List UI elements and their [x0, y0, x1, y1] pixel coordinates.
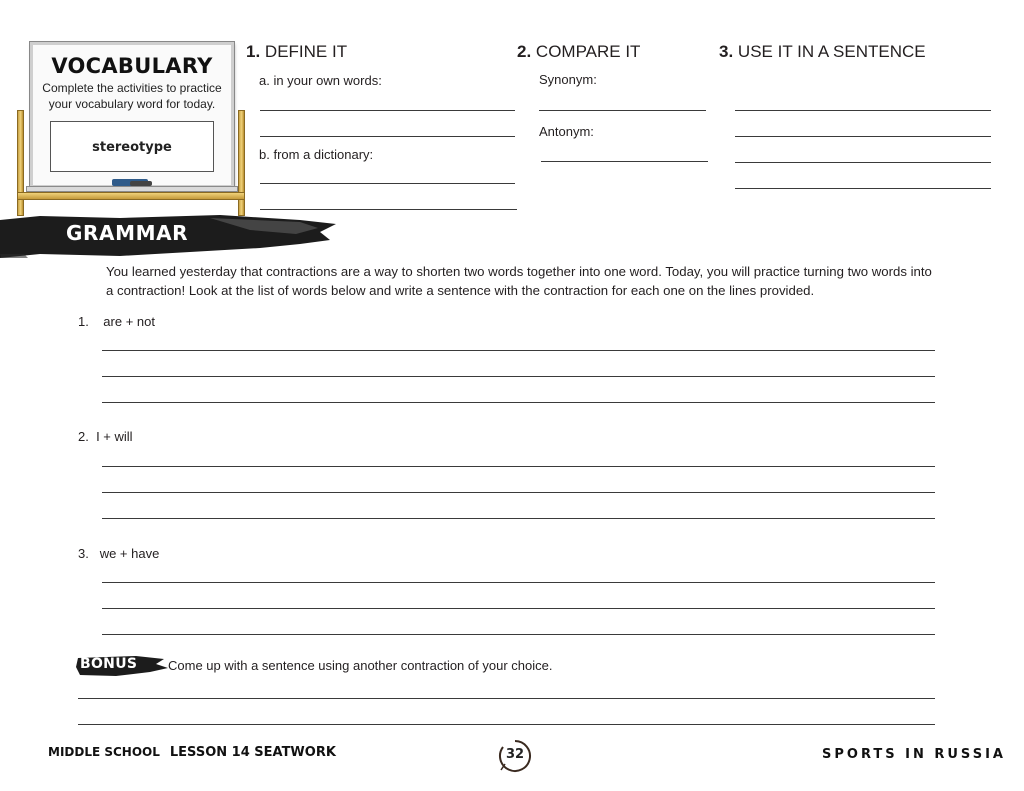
item-2-line-1[interactable]: [102, 466, 935, 467]
define-heading-text: DEFINE IT: [264, 42, 348, 61]
grammar-item-2-number: 2.: [78, 429, 89, 444]
grammar-item-1-number: 1.: [78, 314, 89, 329]
define-dictionary-line-1[interactable]: [260, 183, 515, 184]
define-own-words-line-2[interactable]: [260, 136, 515, 137]
define-heading: [246, 42, 347, 62]
antonym-line[interactable]: [541, 161, 708, 162]
grammar-item-3: [78, 546, 159, 561]
synonym-label: Synonym:: [539, 72, 597, 87]
vocabulary-word: stereotype: [92, 140, 172, 155]
whiteboard-crossbar: [17, 192, 245, 200]
whiteboard-right-leg: [238, 110, 245, 216]
item-1-line-3[interactable]: [102, 402, 935, 403]
grammar-instructions: You learned yesterday that contractions are a way to shorten two words together into one word. Today, you will practice turning two words into a contraction! Look at the list of words below and write a sentence with the contraction for each one on the lines provided.: [106, 264, 932, 298]
grammar-item-3-number: 3.: [78, 546, 89, 561]
whiteboard-left-leg: [17, 110, 24, 216]
item-2-line-2[interactable]: [102, 492, 935, 493]
sentence-line-1[interactable]: [735, 110, 991, 111]
page-number: 32: [505, 747, 525, 762]
define-own-words-line-1[interactable]: [260, 110, 515, 111]
compare-heading-text: COMPARE IT: [535, 42, 641, 61]
define-own-words-label: a. in your own words:: [259, 73, 382, 88]
sentence-line-2[interactable]: [735, 136, 991, 137]
compare-number: 2.: [517, 42, 532, 61]
bonus-line-1[interactable]: [78, 698, 935, 699]
define-dictionary-label: b. from a dictionary:: [259, 147, 374, 162]
synonym-line[interactable]: [539, 110, 706, 111]
item-2-line-3[interactable]: [102, 518, 935, 519]
grammar-title: GRAMMAR: [66, 221, 189, 245]
footer-level: MIDDLE SCHOOL: [48, 745, 160, 759]
sentence-line-4[interactable]: [735, 188, 991, 189]
vocabulary-instructions: Complete the activities to practice your vocabulary word for today.: [42, 81, 222, 111]
footer-unit: SPORTS IN RUSSIA: [822, 747, 1006, 762]
compare-heading: [517, 42, 640, 62]
item-1-line-1[interactable]: [102, 350, 935, 351]
use-heading: [719, 42, 926, 62]
grammar-item-2-words: I + will: [96, 429, 133, 444]
eraser-icon: [130, 181, 152, 186]
vocabulary-title: VOCABULARY: [51, 54, 213, 78]
grammar-item-1-words: are + not: [103, 314, 155, 329]
grammar-item-1: [78, 314, 155, 329]
item-3-line-1[interactable]: [102, 582, 935, 583]
define-dictionary-line-2[interactable]: [260, 209, 517, 210]
sentence-line-3[interactable]: [735, 162, 991, 163]
grammar-item-3-words: we + have: [99, 546, 160, 561]
bonus-prompt: Come up with a sentence using another contraction of your choice.: [168, 658, 553, 673]
footer-lesson: [48, 745, 336, 760]
item-1-line-2[interactable]: [102, 376, 935, 377]
whiteboard-tray: [26, 186, 238, 192]
define-number: 1.: [246, 42, 261, 61]
use-number: 3.: [719, 42, 734, 61]
antonym-label: Antonym:: [539, 124, 594, 139]
bonus-label: BONUS: [80, 656, 138, 672]
bonus-line-2[interactable]: [78, 724, 935, 725]
use-heading-text: USE IT IN A SENTENCE: [737, 42, 926, 61]
grammar-item-2: [78, 429, 133, 444]
footer-lesson-label: LESSON 14 SEATWORK: [169, 745, 336, 760]
item-3-line-3[interactable]: [102, 634, 935, 635]
item-3-line-2[interactable]: [102, 608, 935, 609]
